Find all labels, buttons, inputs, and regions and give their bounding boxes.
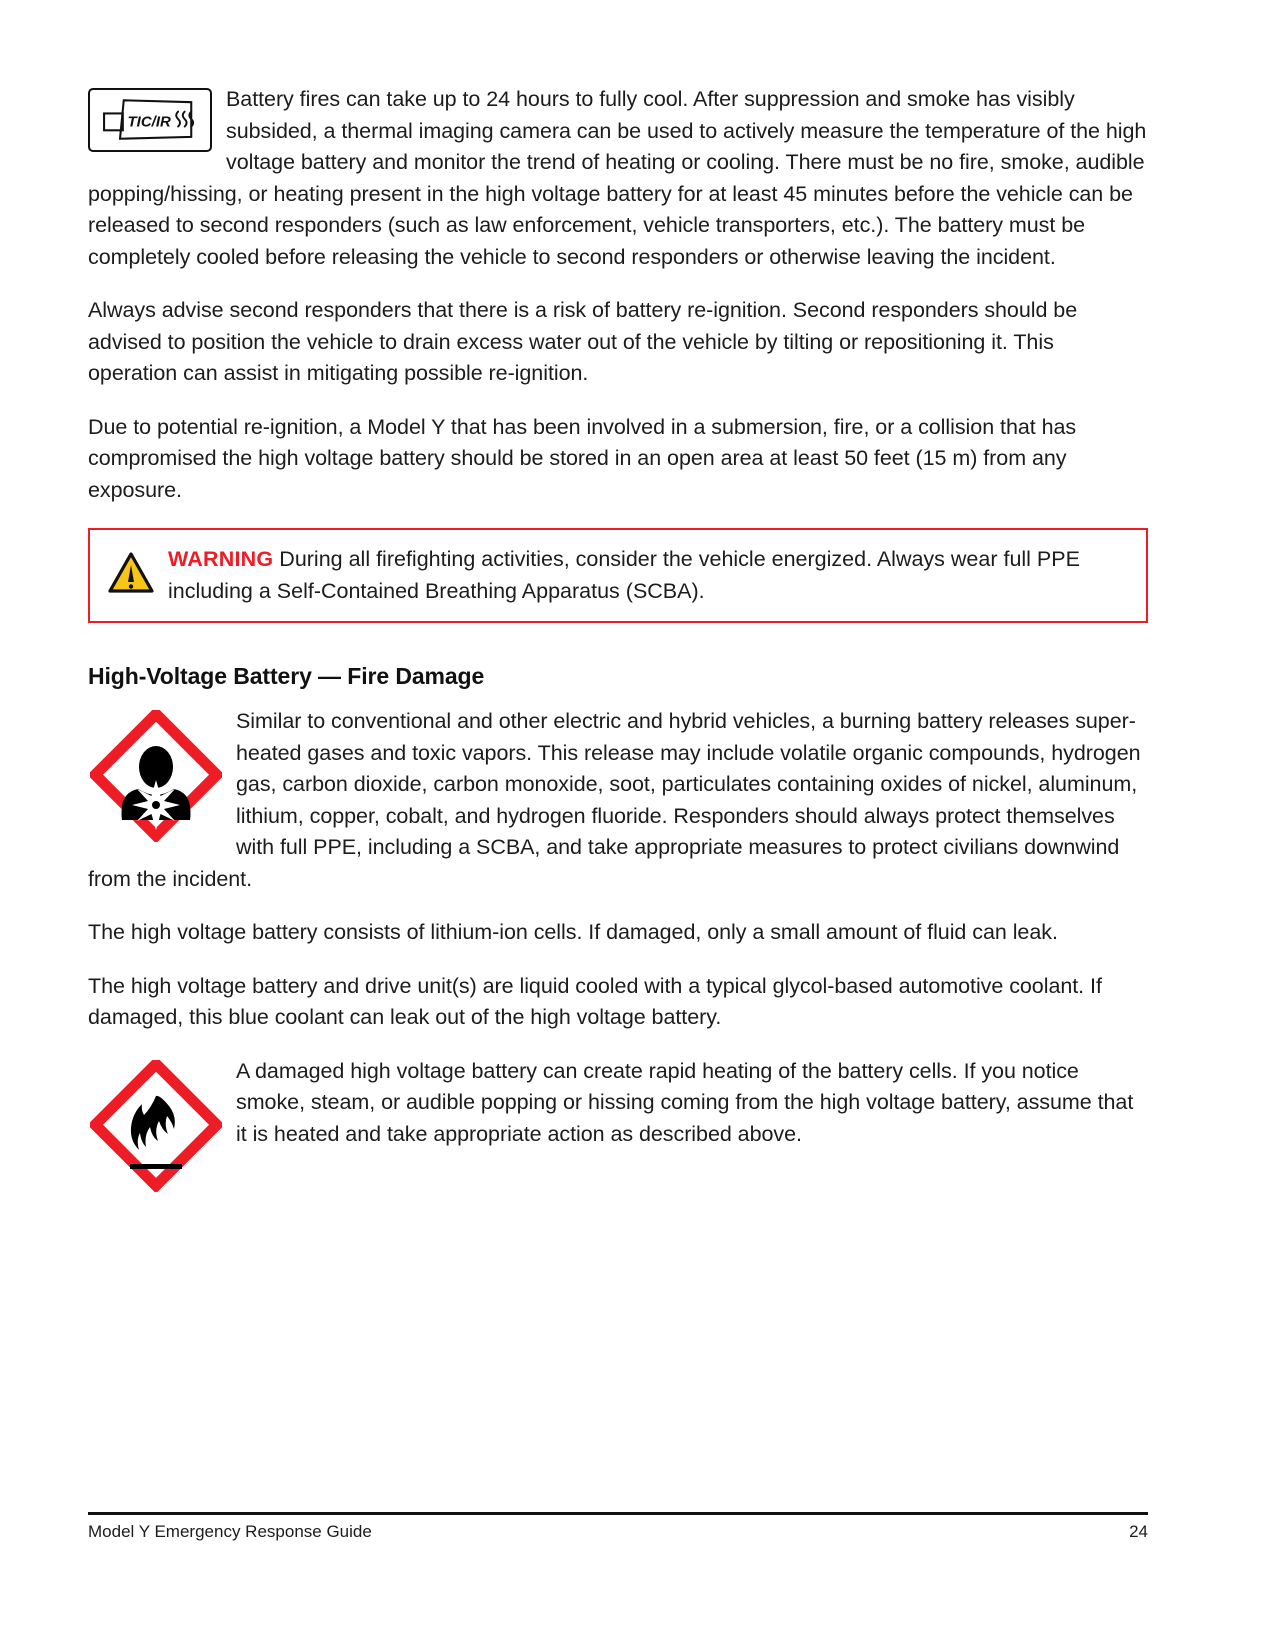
warning-message: During all firefighting activities, consider the vehicle energized. Always wear full PPE including a Self-Contained Breathing Apparatus (SCBA).	[168, 547, 1080, 603]
svg-text:TIC/IR: TIC/IR	[127, 113, 171, 131]
thermal-imaging-camera-icon	[88, 88, 216, 156]
warning-callout	[88, 528, 1148, 623]
paragraph-lithium-ion-cells: The high voltage battery consists of lithium-ion cells. If damaged, only a small amount of fluid can leak.	[88, 920, 1058, 944]
warning-text-block	[168, 542, 1130, 607]
section-heading: High-Voltage Battery — Fire Damage	[88, 663, 485, 689]
paragraph-toxic-vapors: Similar to conventional and other electric and hybrid vehicles, a burning battery releases super-heated gases and toxic vapors. This release may include volatile organic compounds, hydrogen gas, carbon dioxide, carbon monoxide, soot, particulates containing oxides of nickel, aluminum, lithium, copper, cobalt, and hydrogen fluoride. Responders should always protect themselves with full PPE, including a SCBA, and take appropriate measures to protect civilians downwind from the incident.	[88, 709, 1141, 891]
page-content	[88, 84, 1148, 1196]
tic-ir-icon-border	[88, 88, 212, 152]
paragraph-battery-fire-cooling: Battery fires can take up to 24 hours to fully cool. After suppression and smoke has visibly subsided, a thermal imaging camera can be used to actively measure the temperature of the high voltage battery and monitor the trend of heating or cooling. There must be no fire, smoke, audible popping/hissing, or heating present in the high voltage battery for at least 45 minutes before the vehicle can be released to second responders (such as law enforcement, vehicle transporters, etc.). The battery must be completely cooled before releasing the vehicle to second responders or otherwise leaving the incident.	[88, 87, 1147, 269]
warning-label: WARNING	[168, 547, 274, 571]
footer-divider	[88, 1512, 1148, 1515]
paragraph-second-responders: Always advise second responders that there is a risk of battery re-ignition. Second responders should be advised to position the vehicle to drain excess water out of the vehicle by tilting or repositioning it. This operation can assist in mitigating possible re-ignition.	[88, 298, 1078, 385]
ghs-health-hazard-icon	[90, 710, 230, 842]
footer-page-number: 24	[1129, 1522, 1148, 1541]
ghs-flammable-graphic	[90, 1060, 222, 1192]
warning-triangle-icon	[108, 552, 154, 594]
ghs-health-hazard-graphic	[90, 710, 222, 842]
paragraph-storage-distance: Due to potential re-ignition, a Model Y that has been involved in a submersion, fire, or a collision that has compromised the high voltage battery should be stored in an open area at least 50 feet (15 m) from any exposure.	[88, 414, 1077, 502]
footer-document-title: Model Y Emergency Response Guide	[88, 1522, 372, 1541]
tic-ir-icon-graphic	[90, 90, 210, 150]
ghs-flammable-icon	[90, 1060, 230, 1192]
paragraph-rapid-heating: A damaged high voltage battery can create rapid heating of the battery cells. If you notice smoke, steam, or audible popping or hissing coming from the high voltage battery, assume that it is heated and take appropriate action as described above.	[236, 1058, 1134, 1146]
page-footer	[88, 1522, 1148, 1542]
paragraph-coolant: The high voltage battery and drive unit(s) are liquid cooled with a typical glycol-based automotive coolant. If damaged, this blue coolant can leak out of the high voltage battery.	[88, 973, 1102, 1029]
